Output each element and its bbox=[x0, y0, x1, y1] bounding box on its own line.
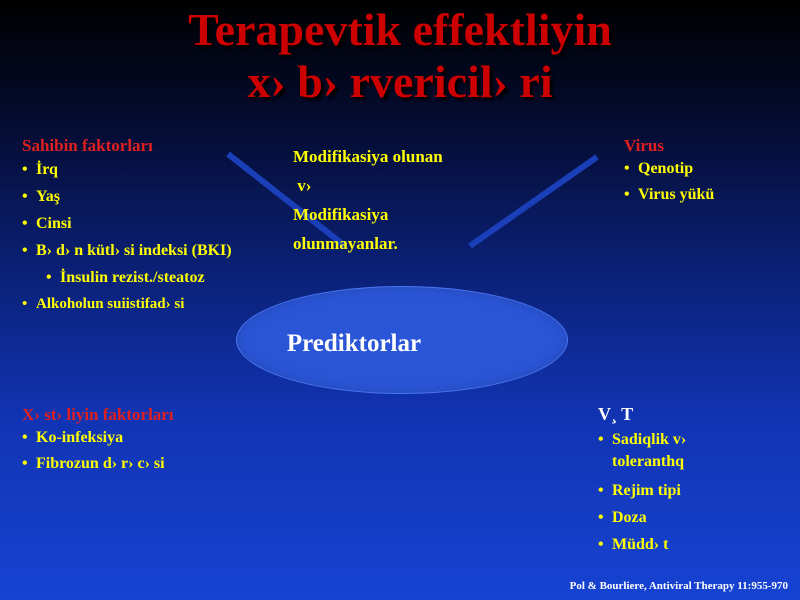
slide-title bbox=[0, 4, 800, 108]
disease-factors-block bbox=[22, 405, 322, 477]
disease-factors-heading: X› st› liyin faktorları bbox=[22, 405, 174, 424]
slide-title-line2: x› b› rvericil› ri bbox=[247, 56, 553, 107]
list-item: • Yaş bbox=[22, 183, 312, 210]
list-item: • Qenotip bbox=[624, 156, 794, 182]
list-subitem: • İnsulin rezist./steatoz bbox=[22, 264, 312, 291]
list-item: • B› d› n kütl› si indeksi (BKI) bbox=[22, 237, 312, 264]
connector-line-right bbox=[470, 157, 597, 246]
citation: Pol & Bourliere, Antiviral Therapy 11:955-970 bbox=[569, 580, 788, 592]
modifiable-line2: v› bbox=[293, 176, 312, 195]
modifiable-line1: Modifikasiya olunan bbox=[293, 147, 443, 166]
list-item: • İrq bbox=[22, 156, 312, 183]
host-factors-heading: Sahibin faktorları bbox=[22, 136, 153, 155]
list-item: • Fibrozun d› r› c› si bbox=[22, 451, 322, 477]
host-factors-block bbox=[22, 136, 312, 318]
list-item: • Alkoholun suiistifad› si bbox=[22, 291, 312, 318]
virus-factors-heading: Virus bbox=[624, 136, 664, 155]
list-item: • Doza bbox=[598, 504, 748, 531]
list-item: • Virus yükü bbox=[624, 182, 794, 208]
treatment-factors-list bbox=[598, 429, 748, 558]
list-item: • Ko-infeksiya bbox=[22, 425, 322, 451]
treatment-factors-block bbox=[598, 404, 748, 558]
virus-factors-list bbox=[624, 156, 794, 208]
virus-factors-block bbox=[624, 136, 794, 208]
modifiable-note bbox=[293, 142, 443, 258]
treatment-factors-heading: V¸ T bbox=[598, 404, 634, 424]
list-item: • Cinsi bbox=[22, 210, 312, 237]
disease-factors-list bbox=[22, 425, 322, 477]
predictors-label: Prediktorlar bbox=[286, 330, 422, 357]
modifiable-line3: Modifikasiya bbox=[293, 205, 389, 224]
list-item: • Rejim tipi bbox=[598, 477, 748, 504]
list-item: • Müdd› t bbox=[598, 531, 748, 558]
modifiable-line4: olunmayanlar. bbox=[293, 234, 398, 253]
slide-title-line1: Terapevtik effektliyin bbox=[188, 4, 612, 55]
list-item: • Sadiqlik v› toleranthq bbox=[598, 429, 748, 473]
host-factors-list bbox=[22, 156, 312, 318]
